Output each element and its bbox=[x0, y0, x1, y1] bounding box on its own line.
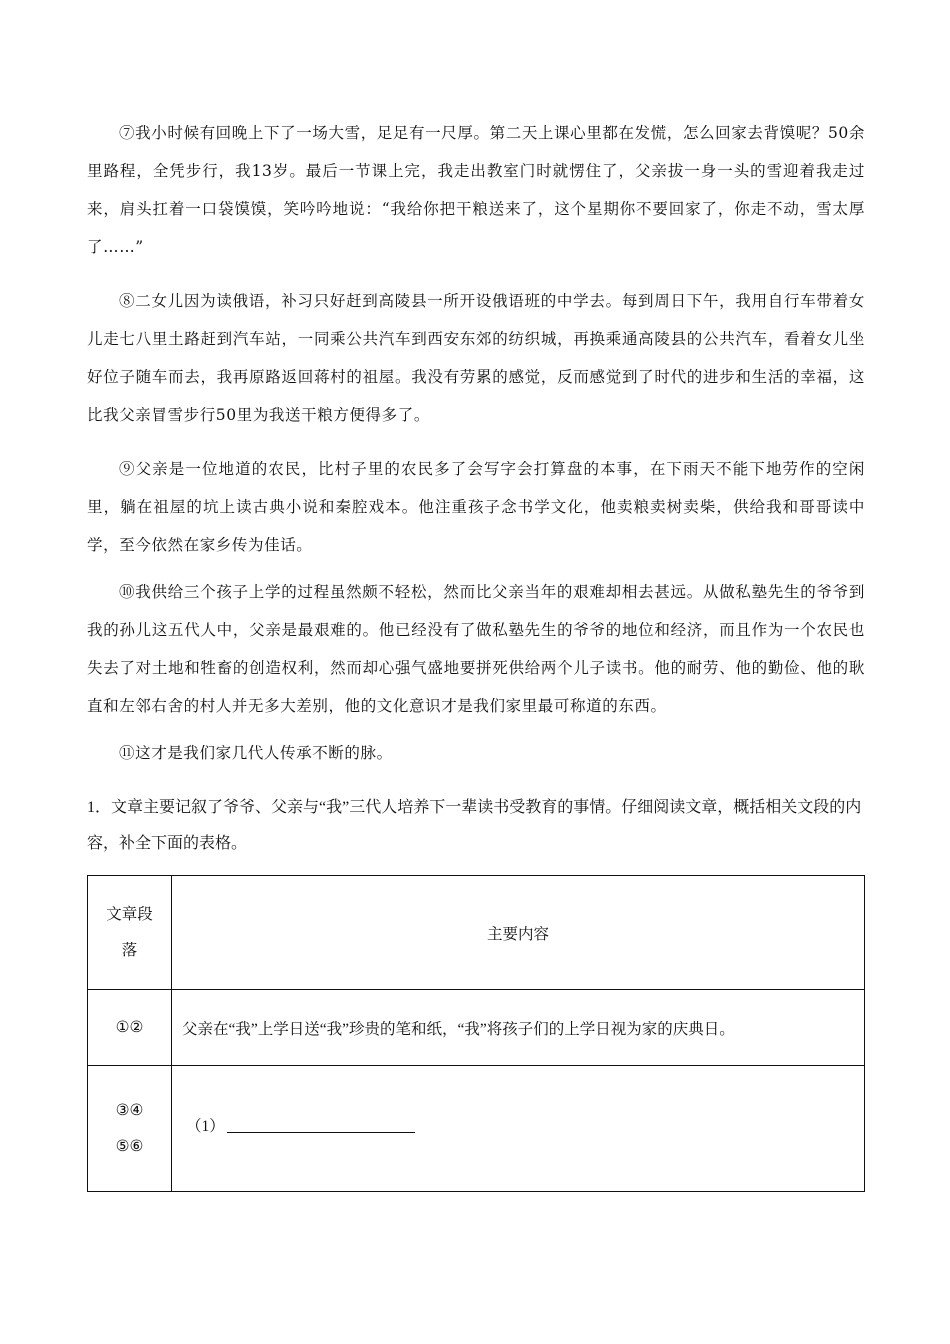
header-paragraph-cell bbox=[88, 876, 172, 990]
row1-content-cell: 父亲在“我”上学日送“我”珍贵的笔和纸，“我”将孩子们的上学日视为家的庆典日。 bbox=[172, 990, 865, 1066]
answer-blank-input[interactable] bbox=[227, 1114, 415, 1133]
paragraph-7: ⑦我小时候有回晚上下了一场大雪，足足有一尺厚。第二天上课心里都在发慌，怎么回家去背馍呢？50余里路程，全凭步行，我13岁。最后一节课上完，我走出教室门时就愣住了，父亲拔一身一头的雪迎着我走过来，肩头扛着一口袋馍馍，笑吟吟地说：“我给你把干粮送来了，这个星期你不要回家了，你走不动，雪太厚了……” bbox=[87, 124, 865, 256]
table-header-row bbox=[88, 876, 865, 990]
row2-paragraph-line2: ⑤⑥ bbox=[115, 1137, 144, 1155]
row2-paragraph-line1: ③④ bbox=[115, 1101, 144, 1119]
header-paragraph-line1: 文章段 bbox=[106, 905, 153, 923]
header-paragraph-line2: 落 bbox=[121, 941, 138, 959]
answer-prefix: （1） bbox=[186, 1117, 225, 1135]
question-1: 1．文章主要记叙了爷爷、父亲与“我”三代人培养下一辈读书受教育的事情。仔细阅读文章，概括相关文段的内容，补全下面的表格。 bbox=[87, 799, 862, 852]
row1-paragraph-cell: ①② bbox=[88, 990, 172, 1066]
header-content-cell: 主要内容 bbox=[172, 876, 865, 990]
table-row bbox=[88, 990, 865, 1066]
answer-table bbox=[87, 875, 865, 1192]
paragraph-11: ⑪这才是我们家几代人传承不断的脉。 bbox=[119, 744, 393, 762]
row2-paragraph-cell bbox=[88, 1066, 172, 1192]
paragraph-10: ⑩我供给三个孩子上学的过程虽然颇不轻松，然而比父亲当年的艰难却相去甚远。从做私塾先生的爷爷到我的孙儿这五代人中，父亲是最艰难的。他已经没有了做私塾先生的爷爷的地位和经济，而且作为一个农民也失去了对土地和牲畜的创造权利，然而却心强气盛地要拼死供给两个儿子读书。他的耐劳、他的勤俭、他的耿直和左邻右舍的村人并无多大差别，他的文化意识才是我们家里最可称道的东西。 bbox=[87, 583, 865, 715]
paragraph-9: ⑨父亲是一位地道的农民，比村子里的农民多了会写字会打算盘的本事，在下雨天不能下地劳作的空闲里，躺在祖屋的坑上读古典小说和秦腔戏本。他注重孩子念书学文化，他卖粮卖树卖柴，供给我和哥哥读中学，至今依然在家乡传为佳话。 bbox=[87, 460, 865, 554]
row2-content-cell bbox=[172, 1066, 865, 1192]
paragraph-8: ⑧二女儿因为读俄语，补习只好赶到高陵县一所开设俄语班的中学去。每到周日下午，我用自行车带着女儿走七八里土路赶到汽车站，一同乘公共汽车到西安东郊的纺织城，再换乘通高陵县的公共汽车，看着女儿坐好位子随车而去，我再原路返回蒋村的祖屋。我没有劳累的感觉，反而感觉到了时代的进步和生活的幸福，这比我父亲冒雪步行50里为我送干粮方便得多了。 bbox=[87, 292, 865, 424]
table-row bbox=[88, 1066, 865, 1192]
